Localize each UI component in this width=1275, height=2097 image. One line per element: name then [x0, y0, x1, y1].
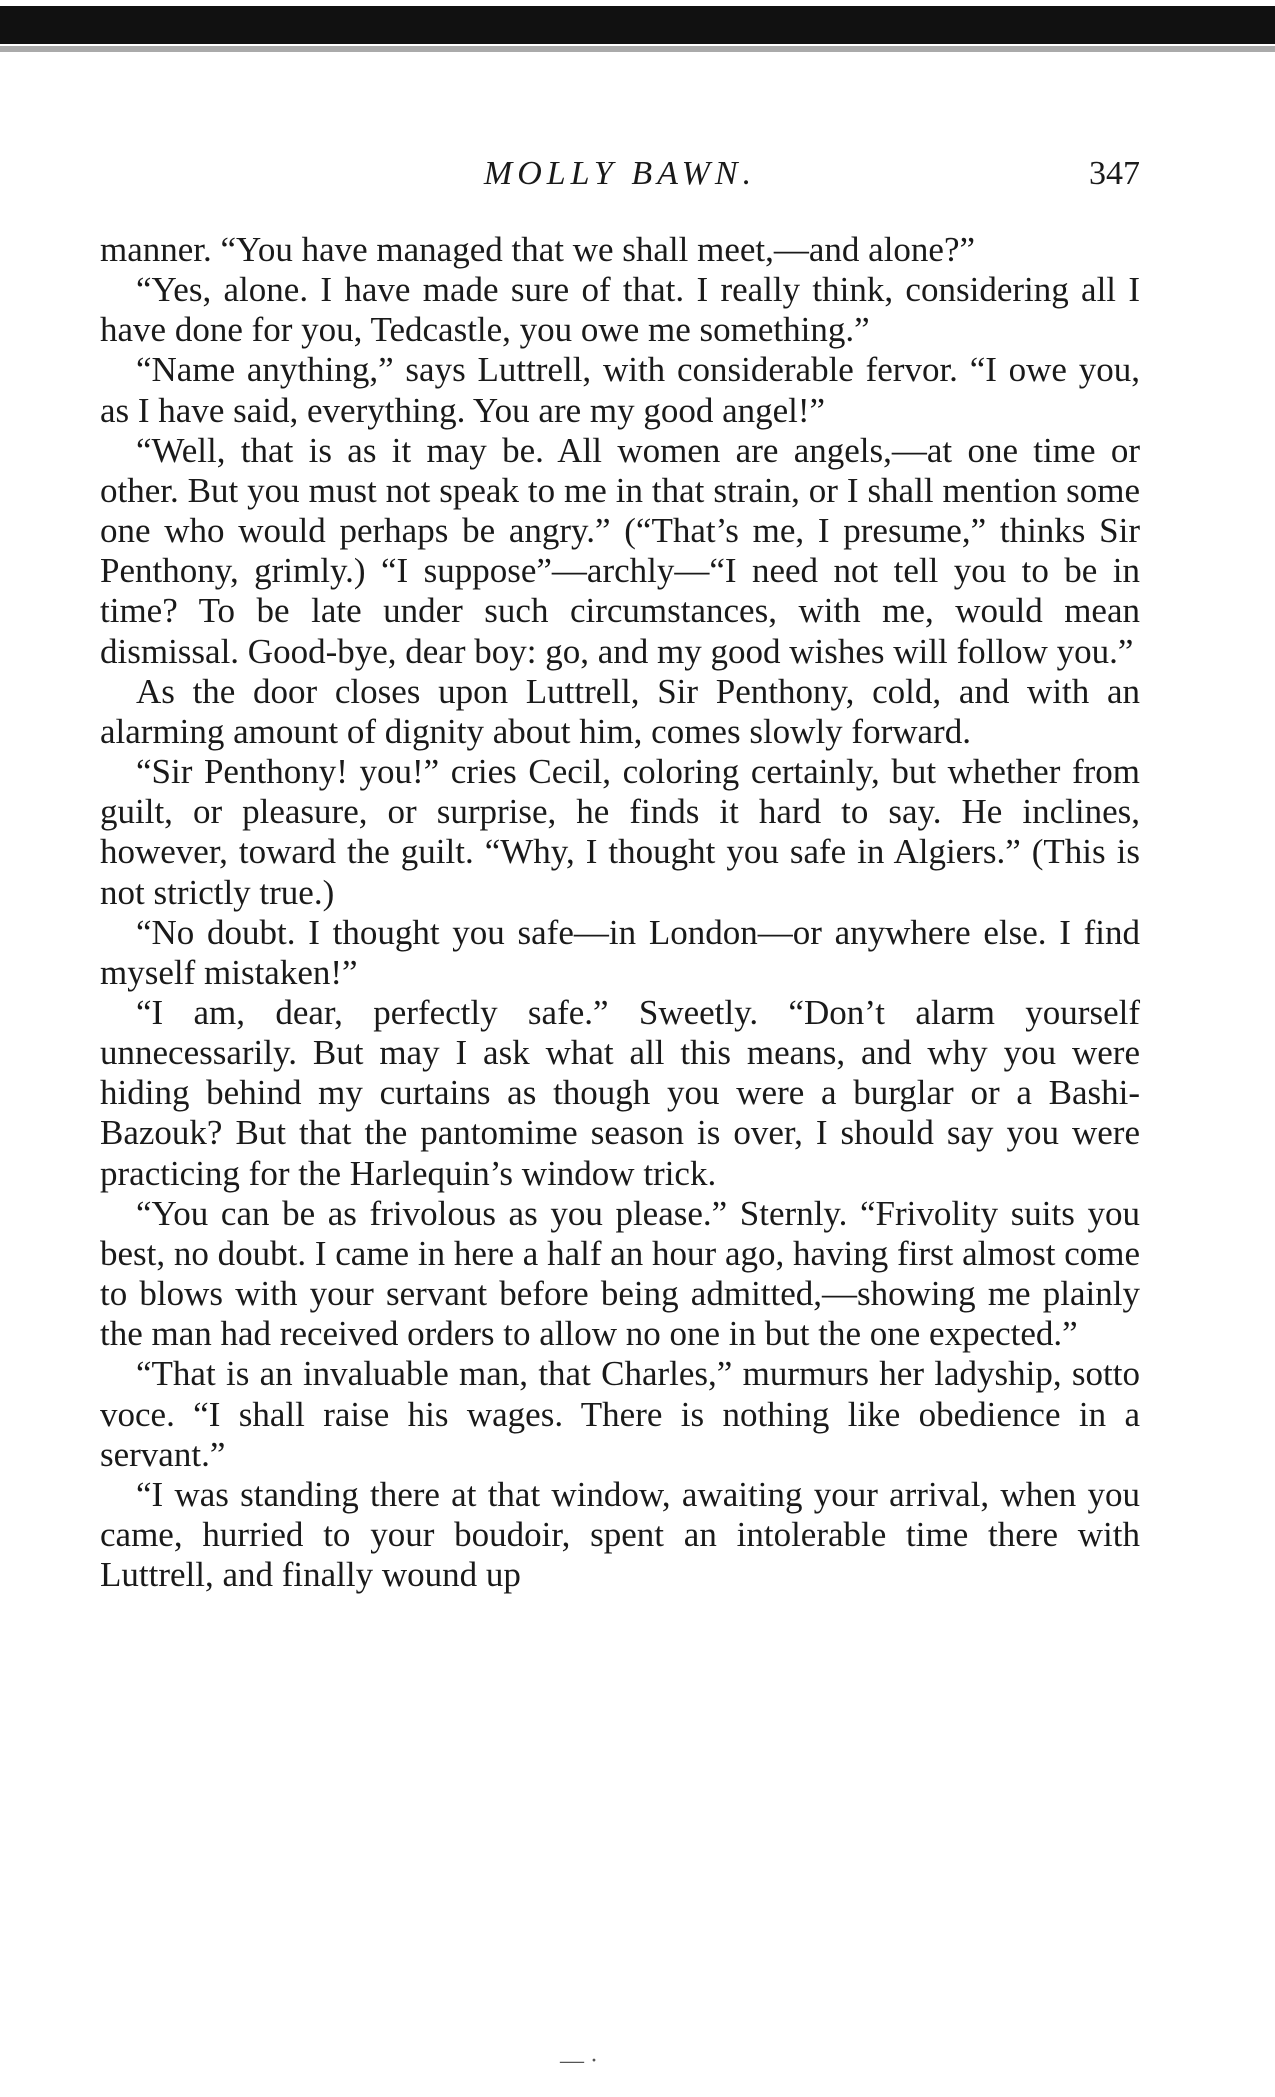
body-text — [100, 230, 1140, 1595]
paragraph: “Well, that is as it may be. All women are angels,—at one time or other. But you must not speak to me in that strain, or I shall mention some one who would perhaps be angry.” (“That’s me, I presume,” thinks Sir Penthony, grimly.) “I suppose”—archly—“I need not tell you to be in time? To be late under such circumstances, with me, would mean dismissal. Good-bye, dear boy: go, and my good wishes will follow you.” — [100, 430, 1140, 671]
paragraph: “I was standing there at that window, awaiting your arrival, when you came, hurried to your boudoir, spent an intolerable time there with Luttrell, and finally wound up — [100, 1474, 1140, 1595]
paragraph: “No doubt. I thought you safe—in London—or anywhere else. I find myself mistaken!” — [100, 912, 1140, 992]
paragraph: “You can be as frivolous as you please.” Sternly. “Frivolity suits you best, no doubt. I came in here a half an hour ago, having first almost come to blows with your servant before being admitted,—showing me plainly the man had received orders to allow no one in but the one expected.” — [100, 1193, 1140, 1354]
paragraph: “I am, dear, perfectly safe.” Sweetly. “Don’t alarm yourself unnecessarily. But may I ask what all this means, and why you were hiding behind my curtains as though you were a burglar or a Bashi-Bazouk? But that the pantomime season is over, I should say you were practicing for the Harlequin’s window trick. — [100, 992, 1140, 1193]
page-header — [100, 155, 1140, 205]
footer-marks: — · — [560, 2048, 598, 2074]
paragraph: As the door closes upon Luttrell, Sir Penthony, cold, and with an alarming amount of dignity about him, comes slowly forward. — [100, 671, 1140, 751]
paragraph: “Name anything,” says Luttrell, with considerable fervor. “I owe you, as I have said, everything. You are my good angel!” — [100, 350, 1140, 430]
running-title: MOLLY BAWN. — [483, 155, 757, 192]
paragraph: “Sir Penthony! you!” cries Cecil, coloring certainly, but whether from guilt, or pleasure, or surprise, he finds it hard to say. He inclines, however, toward the guilt. “Why, I thought you safe in Algiers.” (This is not strictly true.) — [100, 752, 1140, 912]
page-number: 347 — [1089, 155, 1140, 192]
paragraph: “That is an invaluable man, that Charles,” murmurs her ladyship, sotto voce. “I shall raise his wages. There is nothing like obedience in a servant.” — [100, 1354, 1140, 1474]
top-black-rule — [0, 6, 1275, 44]
paragraph: “Yes, alone. I have made sure of that. I really think, considering all I have done for you, Tedcastle, you owe me something.” — [100, 270, 1140, 350]
paragraph: manner. “You have managed that we shall meet,—and alone?” — [100, 230, 976, 269]
